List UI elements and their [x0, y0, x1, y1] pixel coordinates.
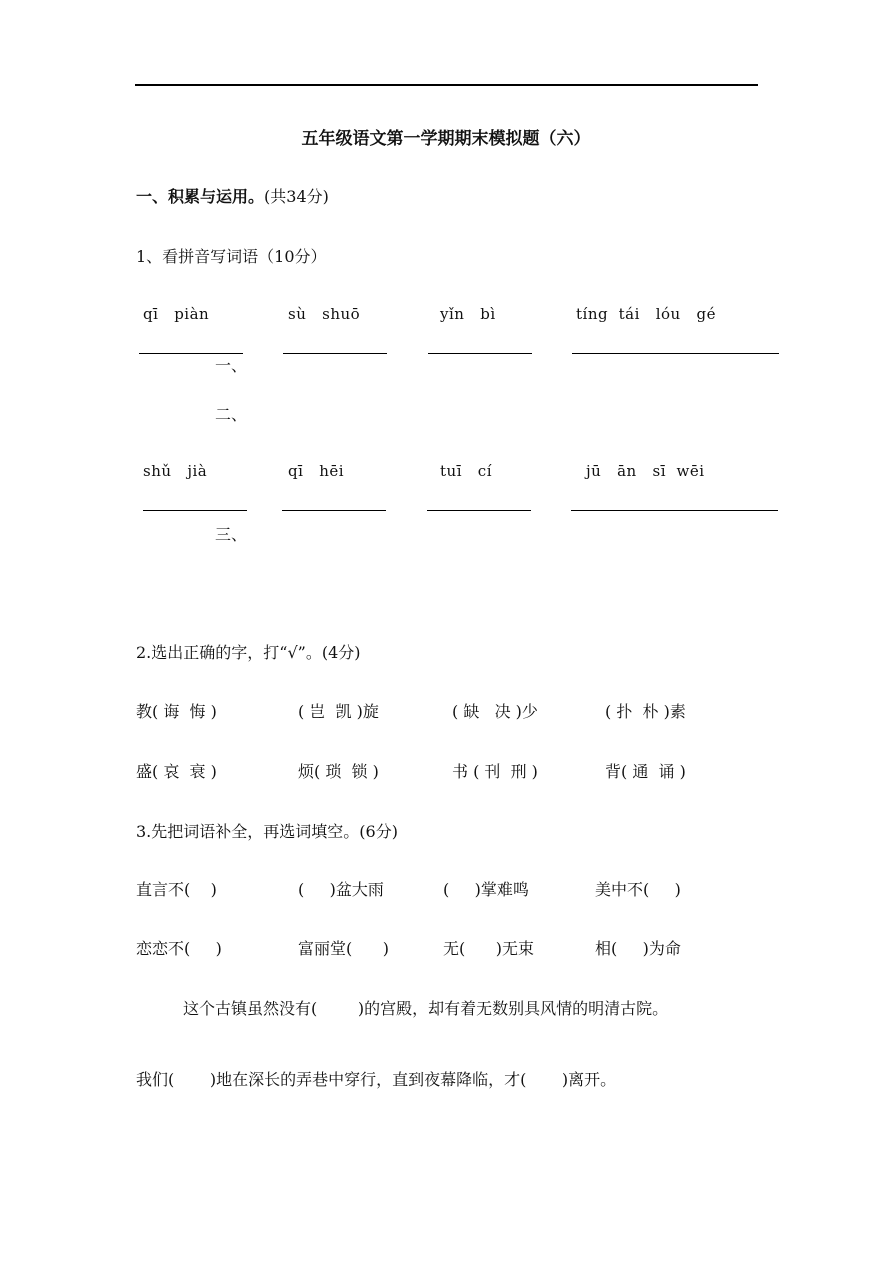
pinyin-7: tuī cí — [440, 462, 492, 480]
choice-item: ( 缺 决 )少 — [452, 702, 538, 721]
idiom-item: 美中不( ) — [595, 880, 681, 899]
page-title: 五年级语文第一学期期末模拟题（六） — [301, 129, 591, 149]
choice-item: ( 扑 朴 )素 — [605, 702, 686, 721]
idiom-item: 富丽堂( ) — [298, 939, 390, 958]
answer-line — [282, 510, 386, 511]
answer-line — [143, 510, 247, 511]
pinyin-8: jū ān sī wēi — [586, 462, 705, 480]
choice-item: ( 岂 凯 )旋 — [298, 702, 379, 721]
choice-item: 烦( 琐 锁 ) — [298, 762, 379, 781]
fill-sentence-1: 这个古镇虽然没有( )的宫殿，却有着无数别具风情的明清古院。 — [183, 999, 669, 1018]
marker-1: 一、 — [215, 356, 248, 375]
choice-item: 背( 通 诵 ) — [605, 762, 686, 781]
idiom-item: ( )盆大雨 — [298, 880, 384, 899]
answer-line — [427, 510, 531, 511]
idiom-item: 相( )为命 — [595, 939, 681, 958]
q2-label: 2.选出正确的字，打“√”。(4分) — [136, 643, 361, 662]
pinyin-4: tíng tái lóu gé — [576, 305, 716, 323]
fill-sentence-2: 我们( )地在深长的弄巷中穿行，直到夜幕降临，才( )离开。 — [136, 1070, 617, 1089]
answer-line — [572, 353, 779, 354]
idiom-item: 无( )无束 — [443, 939, 535, 958]
idiom-item: 恋恋不( ) — [136, 939, 222, 958]
answer-line — [571, 510, 778, 511]
marker-2: 二、 — [215, 405, 248, 424]
pinyin-6: qī hēi — [288, 462, 345, 480]
choice-item: 书 ( 刊 刑 ) — [452, 762, 538, 781]
section-heading — [136, 184, 329, 207]
pinyin-5: shǔ jià — [143, 462, 208, 480]
idiom-item: ( )掌难鸣 — [443, 880, 529, 899]
marker-3: 三、 — [215, 525, 248, 544]
section-points: (共34分) — [264, 187, 329, 206]
q1-label: 1、看拼音写词语（10分） — [136, 247, 327, 266]
answer-line — [283, 353, 387, 354]
q3-label: 3.先把词语补全，再选词填空。(6分) — [136, 822, 398, 841]
idiom-item: 直言不( ) — [136, 880, 217, 899]
choice-item: 盛( 哀 衰 ) — [136, 762, 217, 781]
section-heading-label: 一、积累与运用。 — [136, 187, 265, 206]
pinyin-3: yǐn bì — [440, 305, 496, 323]
pinyin-2: sù shuō — [288, 305, 361, 323]
pinyin-1: qī piàn — [143, 305, 210, 323]
answer-line — [428, 353, 532, 354]
choice-item: 教( 诲 悔 ) — [136, 702, 217, 721]
header-rule — [135, 84, 758, 86]
